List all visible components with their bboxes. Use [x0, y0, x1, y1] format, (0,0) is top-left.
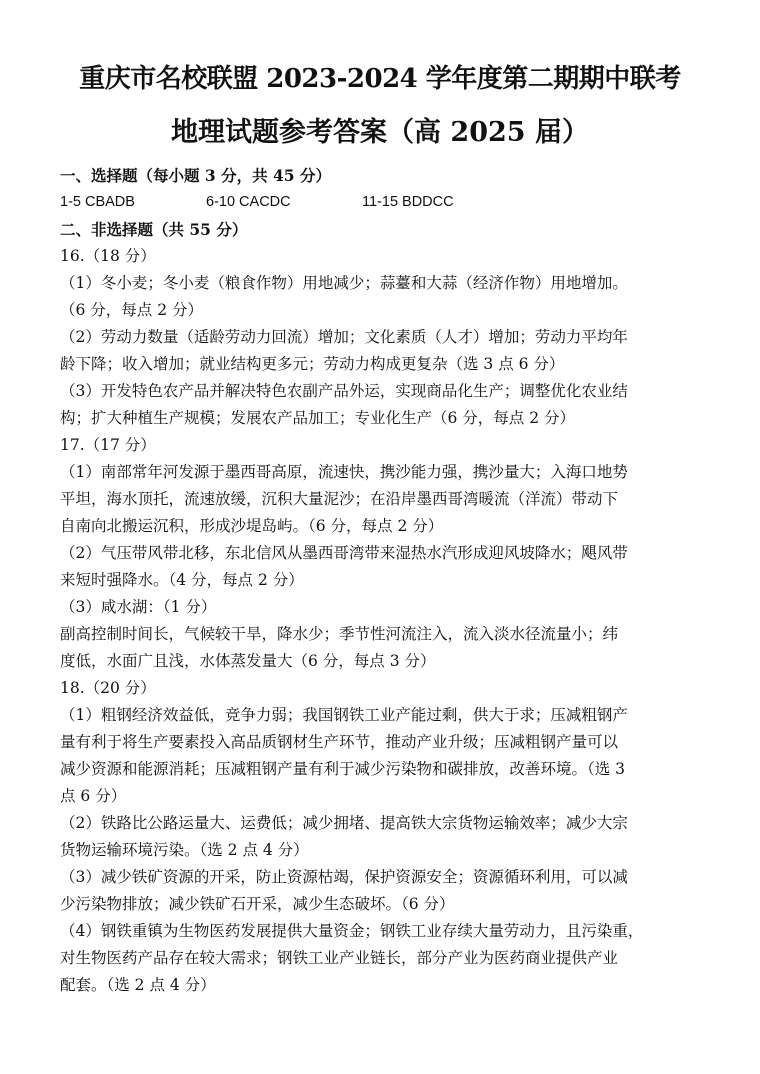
- answer-group-11-15: 11-15 BDDCC: [362, 194, 454, 210]
- q18-part1-line4: 点 6 分）: [60, 787, 127, 805]
- question-17-header: 17.（17 分）: [60, 436, 156, 454]
- q16-part3-line2: 构；扩大种植生产规模；发展农产品加工；专业化生产（6 分，每点 2 分）: [60, 409, 576, 427]
- section-heading-nonchoice: 二、非选择题（共 55 分）: [60, 220, 248, 239]
- q17-part1-line2: 平坦，海水顶托，流速放缓，沉积大量泥沙；在沿岸墨西哥湾暖流（洋流）带动下: [60, 490, 619, 508]
- q18-part1-line1: （1）粗钢经济效益低，竞争力弱；我国钢铁工业产能过剩，供大于求；压减粗钢产: [60, 706, 628, 724]
- q17-part3-line3: 度低，水面广且浅，水体蒸发量大（6 分，每点 3 分）: [60, 652, 436, 670]
- answer-group-6-10: 6-10 CACDC: [206, 194, 291, 210]
- q18-part4-line3: 配套。（选 2 点 4 分）: [60, 976, 216, 994]
- q16-part2-line2: 龄下降；收入增加；就业结构更多元；劳动力构成更复杂（选 3 点 6 分）: [60, 355, 565, 373]
- section-heading-choice: 一、选择题（每小题 3 分，共 45 分）: [60, 166, 331, 185]
- q18-part1-line2: 量有利于将生产要素投入高品质钢材生产环节，推动产业升级；压减粗钢产量可以: [60, 733, 619, 751]
- page-subtitle: 地理试题参考答案（高 2025 届）: [171, 117, 589, 148]
- q17-part1-line3: 自南向北搬运沉积，形成沙堤岛屿。（6 分，每点 2 分）: [60, 517, 444, 535]
- q18-part3-line1: （3）减少铁矿资源的开采，防止资源枯竭，保护资源安全；资源循环利用，可以减: [60, 868, 628, 886]
- q17-part2-line1: （2）气压带风带北移，东北信风从墨西哥湾带来湿热水汽形成迎风坡降水；飓风带: [60, 544, 628, 562]
- answer-body: [60, 162, 705, 999]
- choice-answers: [60, 189, 705, 216]
- q17-part2-line2: 来短时强降水。（4 分，每点 2 分）: [60, 571, 304, 589]
- q16-part3-line1: （3）开发特色农产品并解决特色农副产品外运，实现商品化生产；调整优化农业结: [60, 382, 628, 400]
- q16-part1-line1: （1）冬小麦；冬小麦（粮食作物）用地减少；蒜薹和大蒜（经济作物）用地增加。: [60, 274, 628, 292]
- q18-part4-line2: 对生物医药产品存在较大需求；钢铁工业产业链长，部分产业为医药商业提供产业: [60, 949, 619, 967]
- q18-part3-line2: 少污染物排放；减少铁矿石开采，减少生态破坏。（6 分）: [60, 895, 455, 913]
- q18-part2-line1: （2）铁路比公路运量大、运费低；减少拥堵、提高铁大宗货物运输效率；减少大宗: [60, 814, 628, 832]
- q16-part1-line2: （6 分，每点 2 分）: [60, 301, 204, 319]
- q17-part1-line1: （1）南部常年河发源于墨西哥高原，流速快，携沙能力强，携沙量大；入海口地势: [60, 463, 628, 481]
- q18-part2-line2: 货物运输环境污染。（选 2 点 4 分）: [60, 841, 309, 859]
- q17-part3-line2: 副高控制时间长，气候较干旱，降水少；季节性河流注入，流入淡水径流量小；纬: [60, 625, 619, 643]
- q16-part2-line1: （2）劳动力数量（适龄劳动力回流）增加；文化素质（人才）增加；劳动力平均年: [60, 328, 628, 346]
- q17-part3-line1: （3）咸水湖：（1 分）: [60, 598, 217, 616]
- question-18-header: 18.（20 分）: [60, 679, 156, 697]
- q18-part4-line1: （4）钢铁重镇为生物医药发展提供大量资金；钢铁工业存续大量劳动力，且污染重，: [60, 922, 644, 940]
- page-title: 重庆市名校联盟 2023-2024 学年度第二期期中联考: [79, 64, 681, 94]
- q18-part1-line3: 减少资源和能源消耗；压减粗钢产量有利于减少污染物和碳排放，改善环境。（选 3: [60, 760, 626, 778]
- question-16-header: 16.（18 分）: [60, 247, 156, 265]
- answer-group-1-5: 1-5 CBADB: [60, 194, 135, 210]
